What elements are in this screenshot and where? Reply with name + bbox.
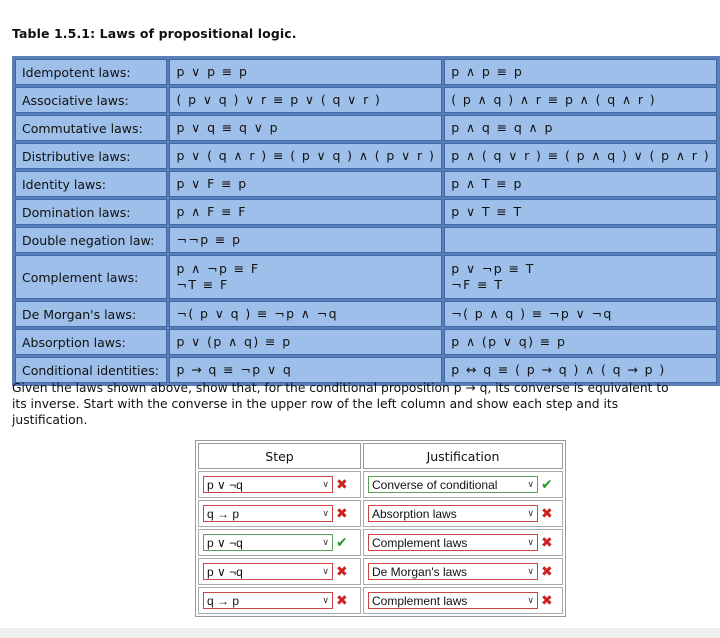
law-name: Conditional identities: xyxy=(15,357,167,383)
justification-select-value: Converse of conditional xyxy=(372,477,498,492)
justification-select-value: Complement laws xyxy=(372,535,468,550)
law-row xyxy=(15,199,717,225)
law-expression-cell xyxy=(444,87,717,113)
law-expression: p ∨ p ≡ p xyxy=(176,64,249,79)
step-select[interactable] xyxy=(203,563,333,580)
law-expression: p ∧ p ≡ p xyxy=(451,64,524,79)
step-select[interactable] xyxy=(203,592,333,609)
law-expression-cell xyxy=(444,199,717,225)
law-expression: p → q ≡ ¬p ∨ q xyxy=(176,362,293,377)
law-expression: ¬¬p ≡ p xyxy=(176,232,242,247)
check-mark-icon: ✔ xyxy=(541,476,553,493)
law-expression-cell xyxy=(169,255,442,299)
law-name: Commutative laws: xyxy=(15,115,167,141)
law-expression: p ∨ ¬p ≡ T xyxy=(451,261,535,276)
law-expression-cell xyxy=(444,329,717,355)
question-prompt xyxy=(12,380,720,428)
law-name: Distributive laws: xyxy=(15,143,167,169)
chevron-down-icon: ∨ xyxy=(322,537,329,547)
law-expression: p ∨ T ≡ T xyxy=(451,204,523,219)
law-row xyxy=(15,301,717,327)
law-name: De Morgan's laws: xyxy=(15,301,167,327)
law-expression-cell xyxy=(169,143,442,169)
proof-step-row xyxy=(198,587,563,614)
x-mark-icon: ✖ xyxy=(541,534,553,551)
x-mark-icon: ✖ xyxy=(336,563,348,580)
proof-step-row xyxy=(198,500,563,527)
chevron-down-icon: ∨ xyxy=(527,537,534,547)
law-expression-cell xyxy=(444,171,717,197)
chevron-down-icon: ∨ xyxy=(527,595,534,605)
prompt-line: justification. xyxy=(12,413,88,427)
law-row xyxy=(15,87,717,113)
step-select-value: q → p xyxy=(207,506,240,521)
law-expression-cell xyxy=(169,59,442,85)
law-expression-cell xyxy=(169,199,442,225)
law-expression-cell xyxy=(169,115,442,141)
law-expression: ( p ∨ q ) ∨ r ≡ p ∨ ( q ∨ r ) xyxy=(176,92,382,107)
step-select-cell xyxy=(198,587,361,614)
law-expression-cell xyxy=(169,171,442,197)
step-select-value: q → p xyxy=(207,593,240,608)
proof-steps-table xyxy=(195,440,566,617)
step-select[interactable] xyxy=(203,476,333,493)
proof-step-row xyxy=(198,471,563,498)
justification-select[interactable] xyxy=(368,592,538,609)
law-row xyxy=(15,255,717,299)
step-select[interactable] xyxy=(203,505,333,522)
law-name: Identity laws: xyxy=(15,171,167,197)
chevron-down-icon: ∨ xyxy=(322,508,329,518)
law-expression: ¬T ≡ F xyxy=(176,277,229,292)
prompt-line: Given the laws shown above, show that, for the conditional proposition p → q, its converse is equivalent to xyxy=(12,381,669,395)
chevron-down-icon: ∨ xyxy=(527,566,534,576)
chevron-down-icon: ∨ xyxy=(322,566,329,576)
justification-select-cell xyxy=(363,500,563,527)
law-row xyxy=(15,115,717,141)
law-expression-cell xyxy=(444,115,717,141)
x-mark-icon: ✖ xyxy=(336,592,348,609)
law-row xyxy=(15,227,717,253)
law-expression-cell xyxy=(169,301,442,327)
step-select-cell xyxy=(198,529,361,556)
justification-select[interactable] xyxy=(368,505,538,522)
laws-table xyxy=(12,56,720,386)
chevron-down-icon: ∨ xyxy=(527,479,534,489)
justification-select[interactable] xyxy=(368,534,538,551)
justification-select-cell xyxy=(363,587,563,614)
law-name: Idempotent laws: xyxy=(15,59,167,85)
law-expression-cell xyxy=(169,227,442,253)
step-select-value: p ∨ ¬q xyxy=(207,564,243,579)
law-expression-cell xyxy=(444,143,717,169)
page-bottom-bar xyxy=(0,628,720,638)
chevron-down-icon: ∨ xyxy=(322,595,329,605)
law-expression: p ∨ q ≡ q ∨ p xyxy=(176,120,280,135)
law-expression: p ∧ ( q ∨ r ) ≡ ( p ∧ q ) ∨ ( p ∧ r ) xyxy=(451,148,710,163)
step-select-cell xyxy=(198,500,361,527)
law-name: Absorption laws: xyxy=(15,329,167,355)
law-expression: p ∧ ¬p ≡ F xyxy=(176,261,260,276)
step-select[interactable] xyxy=(203,534,333,551)
law-expression: ¬F ≡ T xyxy=(451,277,504,292)
justification-select-value: De Morgan's laws xyxy=(372,564,467,579)
step-select-value: p ∨ ¬q xyxy=(207,535,243,550)
law-expression: p ∨ ( q ∧ r ) ≡ ( p ∨ q ) ∧ ( p ∨ r ) xyxy=(176,148,436,163)
law-row xyxy=(15,329,717,355)
prompt-line: its inverse. Start with the converse in the upper row of the left column and show each step and its xyxy=(12,397,619,411)
chevron-down-icon: ∨ xyxy=(527,508,534,518)
step-select-cell xyxy=(198,558,361,585)
chevron-down-icon: ∨ xyxy=(322,479,329,489)
justification-select-value: Complement laws xyxy=(372,593,468,608)
law-row xyxy=(15,171,717,197)
law-expression: p ∧ F ≡ F xyxy=(176,204,247,219)
justification-select-cell xyxy=(363,529,563,556)
law-expression-cell xyxy=(169,329,442,355)
check-mark-icon: ✔ xyxy=(336,534,348,551)
law-expression: ( p ∧ q ) ∧ r ≡ p ∧ ( q ∧ r ) xyxy=(451,92,657,107)
x-mark-icon: ✖ xyxy=(541,505,553,522)
justification-select-cell xyxy=(363,558,563,585)
justification-select[interactable] xyxy=(368,476,538,493)
law-row xyxy=(15,143,717,169)
law-expression: p ∧ (p ∨ q) ≡ p xyxy=(451,334,567,349)
step-select-value: p ∨ ¬q xyxy=(207,477,243,492)
justification-select-cell xyxy=(363,471,563,498)
proof-step-row xyxy=(198,558,563,585)
x-mark-icon: ✖ xyxy=(336,476,348,493)
law-row xyxy=(15,59,717,85)
law-expression: p ↔ q ≡ ( p → q ) ∧ ( q → p ) xyxy=(451,362,666,377)
step-select-cell xyxy=(198,471,361,498)
law-expression-cell xyxy=(169,87,442,113)
law-expression-cell xyxy=(444,227,717,253)
x-mark-icon: ✖ xyxy=(336,505,348,522)
step-column-header: Step xyxy=(198,443,361,469)
law-expression: p ∨ (p ∧ q) ≡ p xyxy=(176,334,292,349)
x-mark-icon: ✖ xyxy=(541,592,553,609)
justification-select[interactable] xyxy=(368,563,538,580)
table-caption: Table 1.5.1: Laws of propositional logic. xyxy=(12,26,297,41)
law-expression: p ∨ F ≡ p xyxy=(176,176,248,191)
x-mark-icon: ✖ xyxy=(541,563,553,580)
law-expression: ¬( p ∨ q ) ≡ ¬p ∧ ¬q xyxy=(176,306,338,321)
law-name: Domination laws: xyxy=(15,199,167,225)
law-name: Associative laws: xyxy=(15,87,167,113)
law-name: Complement laws: xyxy=(15,255,167,299)
law-name: Double negation law: xyxy=(15,227,167,253)
law-expression-cell xyxy=(444,255,717,299)
law-expression: p ∧ T ≡ p xyxy=(451,176,523,191)
law-expression: p ∧ q ≡ q ∧ p xyxy=(451,120,554,135)
law-expression-cell xyxy=(444,301,717,327)
law-expression-cell xyxy=(444,59,717,85)
justification-select-value: Absorption laws xyxy=(372,506,457,521)
justification-column-header: Justification xyxy=(363,443,563,469)
proof-step-row xyxy=(198,529,563,556)
law-expression: ¬( p ∧ q ) ≡ ¬p ∨ ¬q xyxy=(451,306,613,321)
